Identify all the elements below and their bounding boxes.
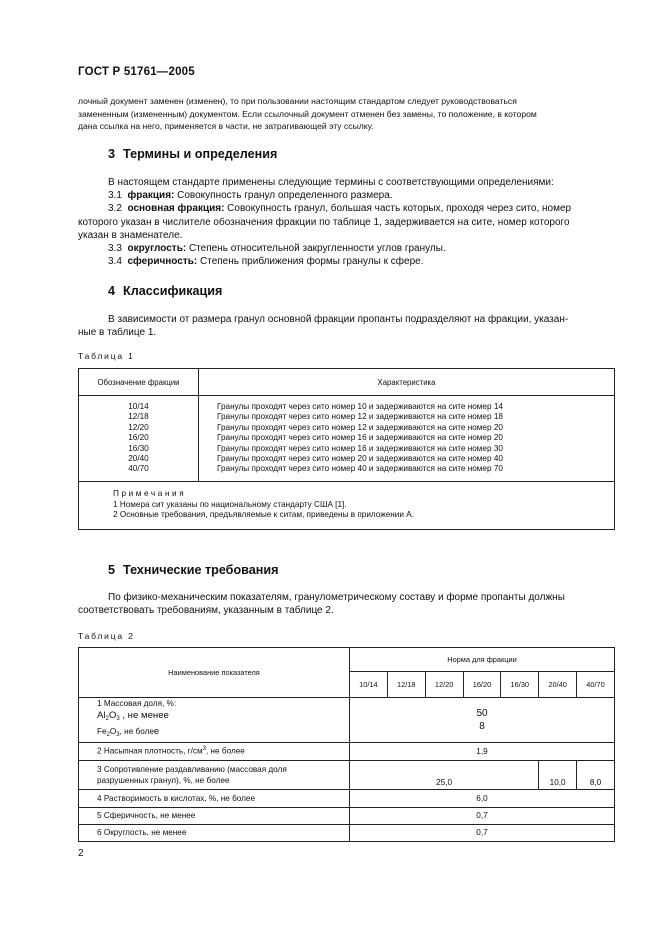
formula-subscript: 2 xyxy=(106,732,110,738)
formula-part: O xyxy=(108,709,117,721)
characteristic-text: Гранулы проходят через сито номер 40 и задерживаются на сите номер 70 xyxy=(217,464,503,474)
indicator-title: 1 Массовая доля, %: xyxy=(97,699,177,708)
note-item: 1 Номера сит указаны по национальному стандарту США [1]. xyxy=(113,499,347,509)
column-header: Обозначение фракции xyxy=(79,369,199,396)
table-1 xyxy=(78,368,615,530)
section-number: 4 xyxy=(108,284,116,298)
notes-title: Примечания xyxy=(113,488,187,498)
value: 8 xyxy=(479,720,485,732)
table-2 xyxy=(78,647,615,842)
name-line: разрушенных гранул), %, не более xyxy=(97,775,230,785)
term-number: 3.1 xyxy=(108,190,122,202)
fraction-value: 20/40 xyxy=(128,454,149,464)
fraction-value: 16/30 xyxy=(128,443,149,453)
term-3-2-cont: указан в знаменателе. xyxy=(78,229,183,241)
characteristic-text: Гранулы проходят через сито номер 12 и задерживаются на сите номер 18 xyxy=(217,412,503,422)
table-row xyxy=(79,807,615,824)
column-header: Характеристика xyxy=(199,369,615,396)
term-3-3 xyxy=(78,242,614,255)
intro-line: лочный документ заменен (изменен), то при пользовании настоящим стандартом следует руководствоваться xyxy=(78,96,517,106)
fraction-header: 10/14 xyxy=(350,672,388,698)
formula-subscript: 3 xyxy=(116,732,120,738)
fractions-cell xyxy=(79,396,199,482)
intro-line: дана ссылка на него, применяется в части, не затрагивающей эту ссылку. xyxy=(78,121,374,131)
indicator-value: 25,0 xyxy=(350,760,539,789)
characteristic-text: Гранулы проходят через сито номер 10 и задерживаются на сите номер 14 xyxy=(217,402,503,411)
superscript: 3 xyxy=(202,746,206,753)
term-name: фракция: xyxy=(127,190,175,202)
name-part: 2 Насыпная плотность, г/см xyxy=(97,746,203,756)
term-definition: Степень приближения формы гранулы к сфере. xyxy=(197,256,424,268)
indicator-value: 8,0 xyxy=(577,760,615,789)
name-line: 3 Сопротивление раздавливанию (массовая доля xyxy=(97,764,287,774)
section-number: 3 xyxy=(108,147,116,161)
table-2-caption: Таблица 2 xyxy=(78,631,135,641)
table-row xyxy=(79,789,615,807)
formula-subscript: 2 xyxy=(105,715,109,722)
table-row xyxy=(79,698,615,743)
fraction-header: 20/40 xyxy=(539,672,577,698)
intro-paragraph xyxy=(78,95,614,133)
indicator-value: 0,7 xyxy=(350,807,615,824)
formula-part: , не менее xyxy=(119,709,169,721)
term-number: 3.2 xyxy=(108,203,122,215)
page-number: 2 xyxy=(78,848,84,859)
section-5-body xyxy=(78,591,614,617)
term-number: 3.3 xyxy=(108,243,122,255)
section-4-heading xyxy=(108,284,222,298)
indicator-value: 10,0 xyxy=(539,760,577,789)
section-4-line: В зависимости от размера гранул основной фракции пропанты подразделяют на фракции, указан- xyxy=(108,314,569,325)
intro-line: замененным (измененным) документом. Если ссылочный документ отменен без замены, то положение, в котором xyxy=(78,108,537,119)
table-note-row xyxy=(79,481,615,529)
characteristic-text: Гранулы проходят через сито номер 12 и задерживаются на сите номер 20 xyxy=(217,422,503,432)
section-title: Технические требования xyxy=(123,563,279,577)
table-row xyxy=(79,824,615,841)
table-1-caption: Таблица 1 xyxy=(78,351,135,361)
characteristic-text: Гранулы проходят через сито номер 20 и задерживаются на сите номер 40 xyxy=(217,454,503,464)
indicator-name xyxy=(79,742,350,760)
section-3-intro: В настоящем стандарте применены следующие термины с соответствующими определениями: xyxy=(108,177,554,188)
fraction-value: 12/18 xyxy=(128,412,149,422)
fraction-value: 10/14 xyxy=(128,402,149,411)
term-definition: Совокупность гранул, большая часть которых, проходя через сито, номер xyxy=(224,203,572,215)
section-3-heading xyxy=(108,147,277,161)
indicator-name: 6 Округлость, не менее xyxy=(79,824,350,841)
indicator-value: 0,7 xyxy=(350,824,615,841)
formula-subscript: 3 xyxy=(116,715,120,722)
document-header: ГОСТ Р 51761—2005 xyxy=(78,66,195,78)
section-5-line: соответствовать требованиям, указанным в таблице 2. xyxy=(78,605,334,617)
fraction-header: 12/20 xyxy=(425,672,463,698)
formula-part: , не боле xyxy=(119,727,154,736)
fraction-header: 16/30 xyxy=(501,672,539,698)
section-4-line: ные в таблице 1. xyxy=(78,327,157,339)
section-title: Термины и определения xyxy=(123,147,278,161)
al2o3-label xyxy=(97,710,345,726)
fraction-header: 40/70 xyxy=(577,672,615,698)
indicator-name xyxy=(79,760,350,789)
fraction-value: 16/20 xyxy=(128,433,149,443)
formula-part: Fe xyxy=(97,727,107,736)
fraction-value: 12/20 xyxy=(128,422,149,432)
indicator-value: 6,0 xyxy=(350,789,615,807)
value: 50 xyxy=(476,708,488,719)
characteristic-text: Гранулы проходят через сито номер 16 и задерживаются на сите номер 30 xyxy=(217,443,503,453)
formula-part: O xyxy=(109,727,117,736)
table-header-row xyxy=(79,369,615,396)
indicator-name: 4 Растворимость в кислотах, %, не более xyxy=(79,789,350,807)
term-name: основная фракция: xyxy=(127,203,225,215)
name-part: , не более xyxy=(205,746,245,756)
fraction-header: 12/18 xyxy=(387,672,425,698)
term-number: 3.4 xyxy=(108,256,122,268)
section-5-line: По физико-механическим показателям, гранулометрическому составу и форме пропанты должны xyxy=(108,592,565,603)
table-row xyxy=(79,742,615,760)
term-3-2 xyxy=(78,202,614,215)
fe2o3-label xyxy=(97,725,345,742)
table-row xyxy=(79,760,615,789)
characteristics-cell xyxy=(199,396,615,482)
fraction-value: 40/70 xyxy=(128,464,149,474)
characteristic-text: Гранулы проходят через сито номер 16 и задерживаются на сите номер 20 xyxy=(217,433,503,443)
indicator-name: 5 Сферичность, не менее xyxy=(79,807,350,824)
section-4-body xyxy=(78,313,614,339)
table-header-row xyxy=(79,648,615,672)
indicator-values xyxy=(350,698,615,743)
term-definition: Совокупность гранул определенного размера. xyxy=(174,190,393,202)
formula-part: е xyxy=(153,725,160,736)
term-3-1 xyxy=(78,189,614,202)
section-title: Классификация xyxy=(123,284,223,298)
fraction-header: 16/20 xyxy=(463,672,501,698)
term-3-4 xyxy=(78,255,614,268)
indicator-value: 1,9 xyxy=(350,742,615,760)
column-header: Норма для фракции xyxy=(350,648,615,672)
section-3-body xyxy=(78,176,614,268)
term-3-2-cont: которого указан в числителе обозначения фракции по таблице 1, задерживается на сите, номер которого xyxy=(78,216,570,228)
note-item: 2 Основные требования, предъявляемые к ситам, приведены в приложении А. xyxy=(113,510,414,520)
term-name: сферичность: xyxy=(127,256,198,268)
formula-part: Al xyxy=(97,709,106,721)
section-number: 5 xyxy=(108,563,116,577)
term-definition: Степень относительной закругленности углов гранулы. xyxy=(186,243,446,255)
table-notes xyxy=(79,481,615,529)
column-header: Наименование показателя xyxy=(79,648,350,698)
table-body-row xyxy=(79,396,615,482)
section-5-heading xyxy=(108,563,278,577)
indicator-name xyxy=(79,698,350,743)
term-name: округлость: xyxy=(127,243,187,255)
